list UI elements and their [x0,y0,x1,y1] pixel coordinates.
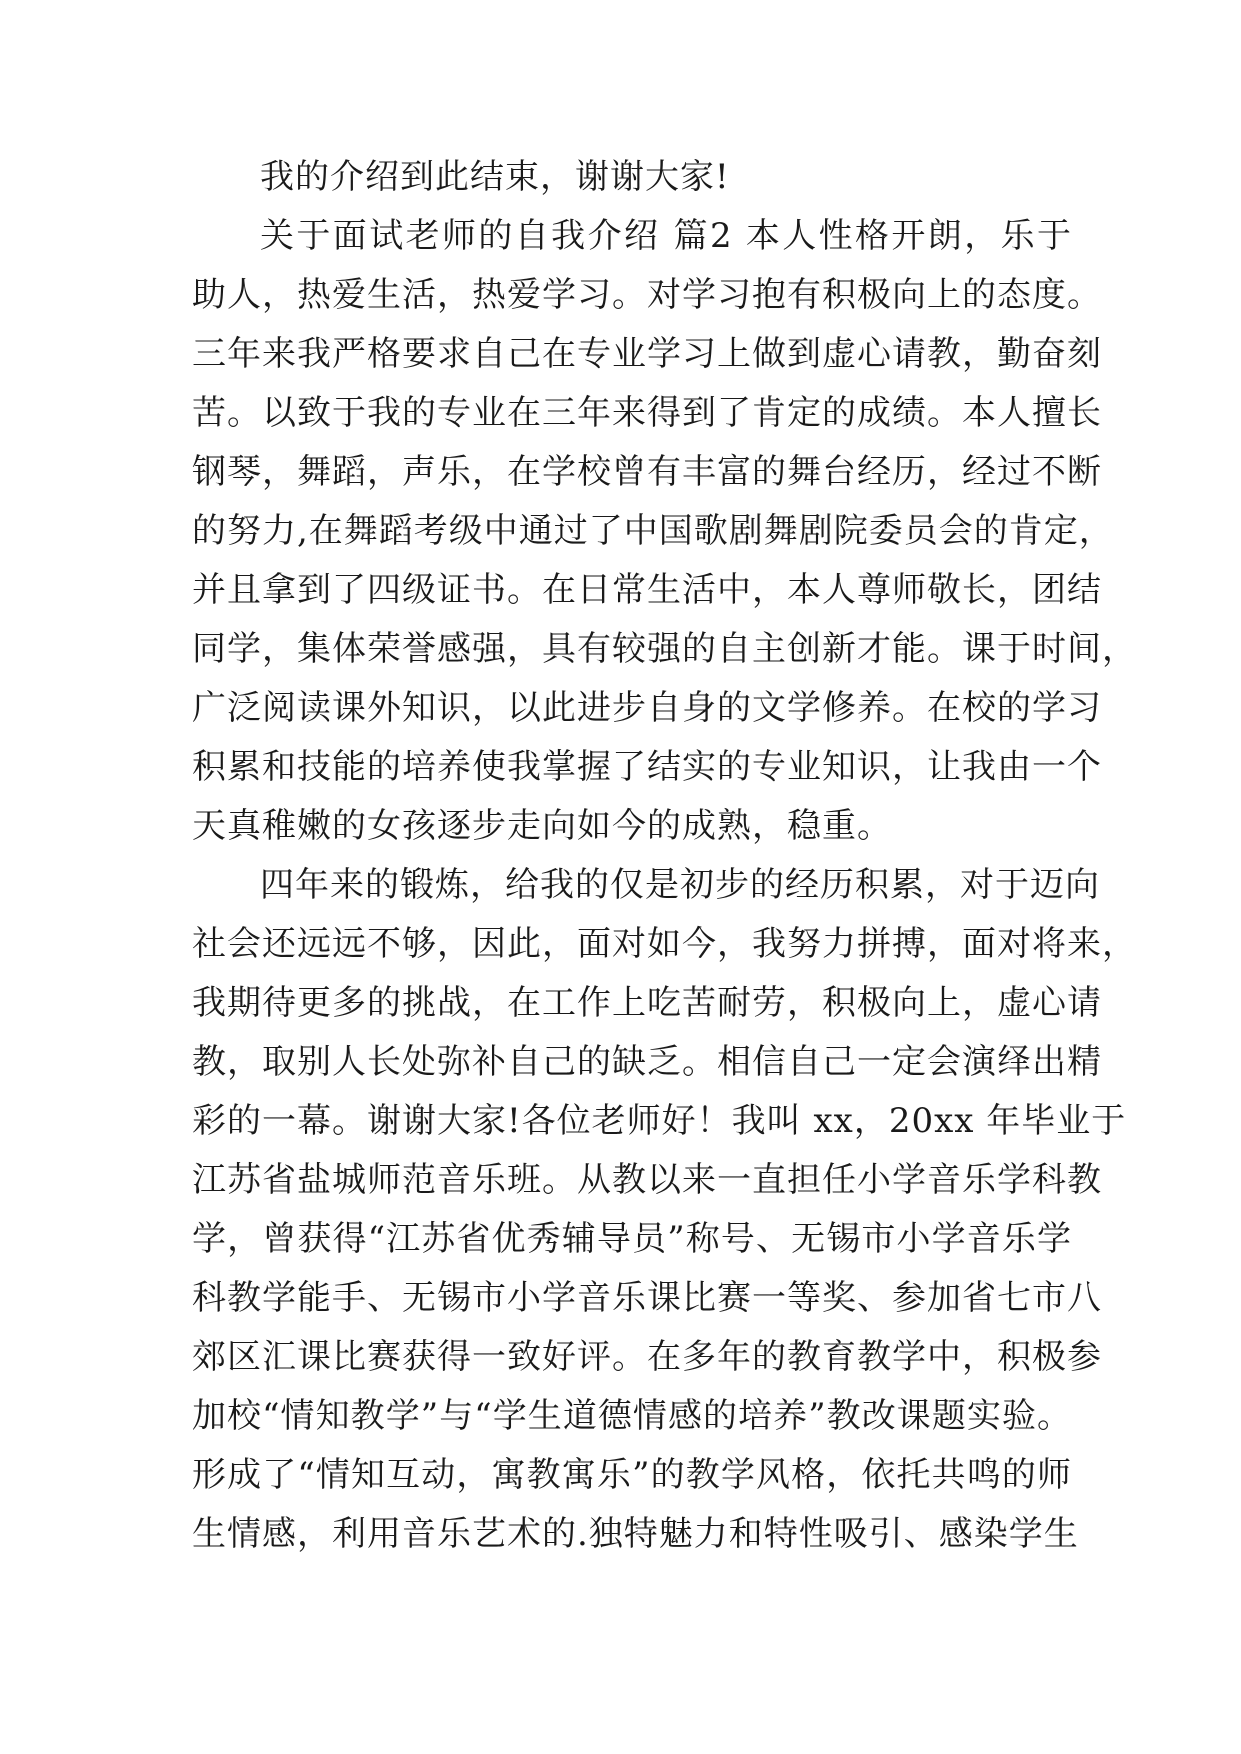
text-line: 三年来我严格要求自己在专业学习上做到虚心请教，勤奋刻 [192,334,1102,374]
document-body [192,157,1137,1574]
text-line: 天真稚嫩的女孩逐步走向如今的成熟，稳重。 [192,806,892,846]
text-line: 同学，集体荣誉感强，具有较强的自主创新才能。课于时间， [192,629,1137,669]
text-line: 广泛阅读课外知识，以此进步自身的文学修养。在校的学习 [192,688,1102,728]
text-line: 彩的一幕。谢谢大家!各位老师好！我叫 xx，20xx 年毕业于 [192,1101,1127,1141]
text-line: 江苏省盐城师范音乐班。从教以来一直担任小学音乐学科教 [192,1160,1102,1200]
text-line: 苦。以致于我的专业在三年来得到了肯定的成绩。本人擅长 [192,393,1102,433]
text-line: 加校“情知教学”与“学生道德情感的培养”教改课题实验。 [192,1396,1072,1436]
text-line: 郊区汇课比赛获得一致好评。在多年的教育教学中，积极参 [192,1337,1102,1377]
text-line: 四年来的锻炼，给我的仅是初步的经历积累，对于迈向 [260,865,1100,905]
text-line: 的努力,在舞蹈考级中通过了中国歌剧舞剧院委员会的肯定， [192,511,1114,551]
text-line: 生情感，利用音乐艺术的.独特魅力和特性吸引、感染学生 [192,1514,1079,1554]
text-line: 关于面试老师的自我介绍 篇2 本人性格开朗，乐于 [260,216,1072,256]
text-line: 我期待更多的挑战，在工作上吃苦耐劳，积极向上，虚心请 [192,983,1102,1023]
text-line: 钢琴，舞蹈，声乐，在学校曾有丰富的舞台经历，经过不断 [192,452,1102,492]
text-line: 积累和技能的培养使我掌握了结实的专业知识，让我由一个 [192,747,1102,787]
text-line: 助人，热爱生活，热爱学习。对学习抱有积极向上的态度。 [192,275,1102,315]
text-line: 社会还远远不够，因此，面对如今，我努力拼搏，面对将来， [192,924,1137,964]
text-line: 科教学能手、无锡市小学音乐课比赛一等奖、参加省七市八 [192,1278,1102,1318]
text-line: 学，曾获得“江苏省优秀辅导员”称号、无锡市小学音乐学 [192,1219,1072,1259]
text-line: 我的介绍到此结束，谢谢大家! [260,157,730,197]
text-line: 教，取别人长处弥补自己的缺乏。相信自己一定会演绎出精 [192,1042,1102,1082]
text-line: 形成了“情知互动，寓教寓乐”的教学风格，依托共鸣的师 [192,1455,1072,1495]
text-line: 并且拿到了四级证书。在日常生活中，本人尊师敬长，团结 [192,570,1102,610]
